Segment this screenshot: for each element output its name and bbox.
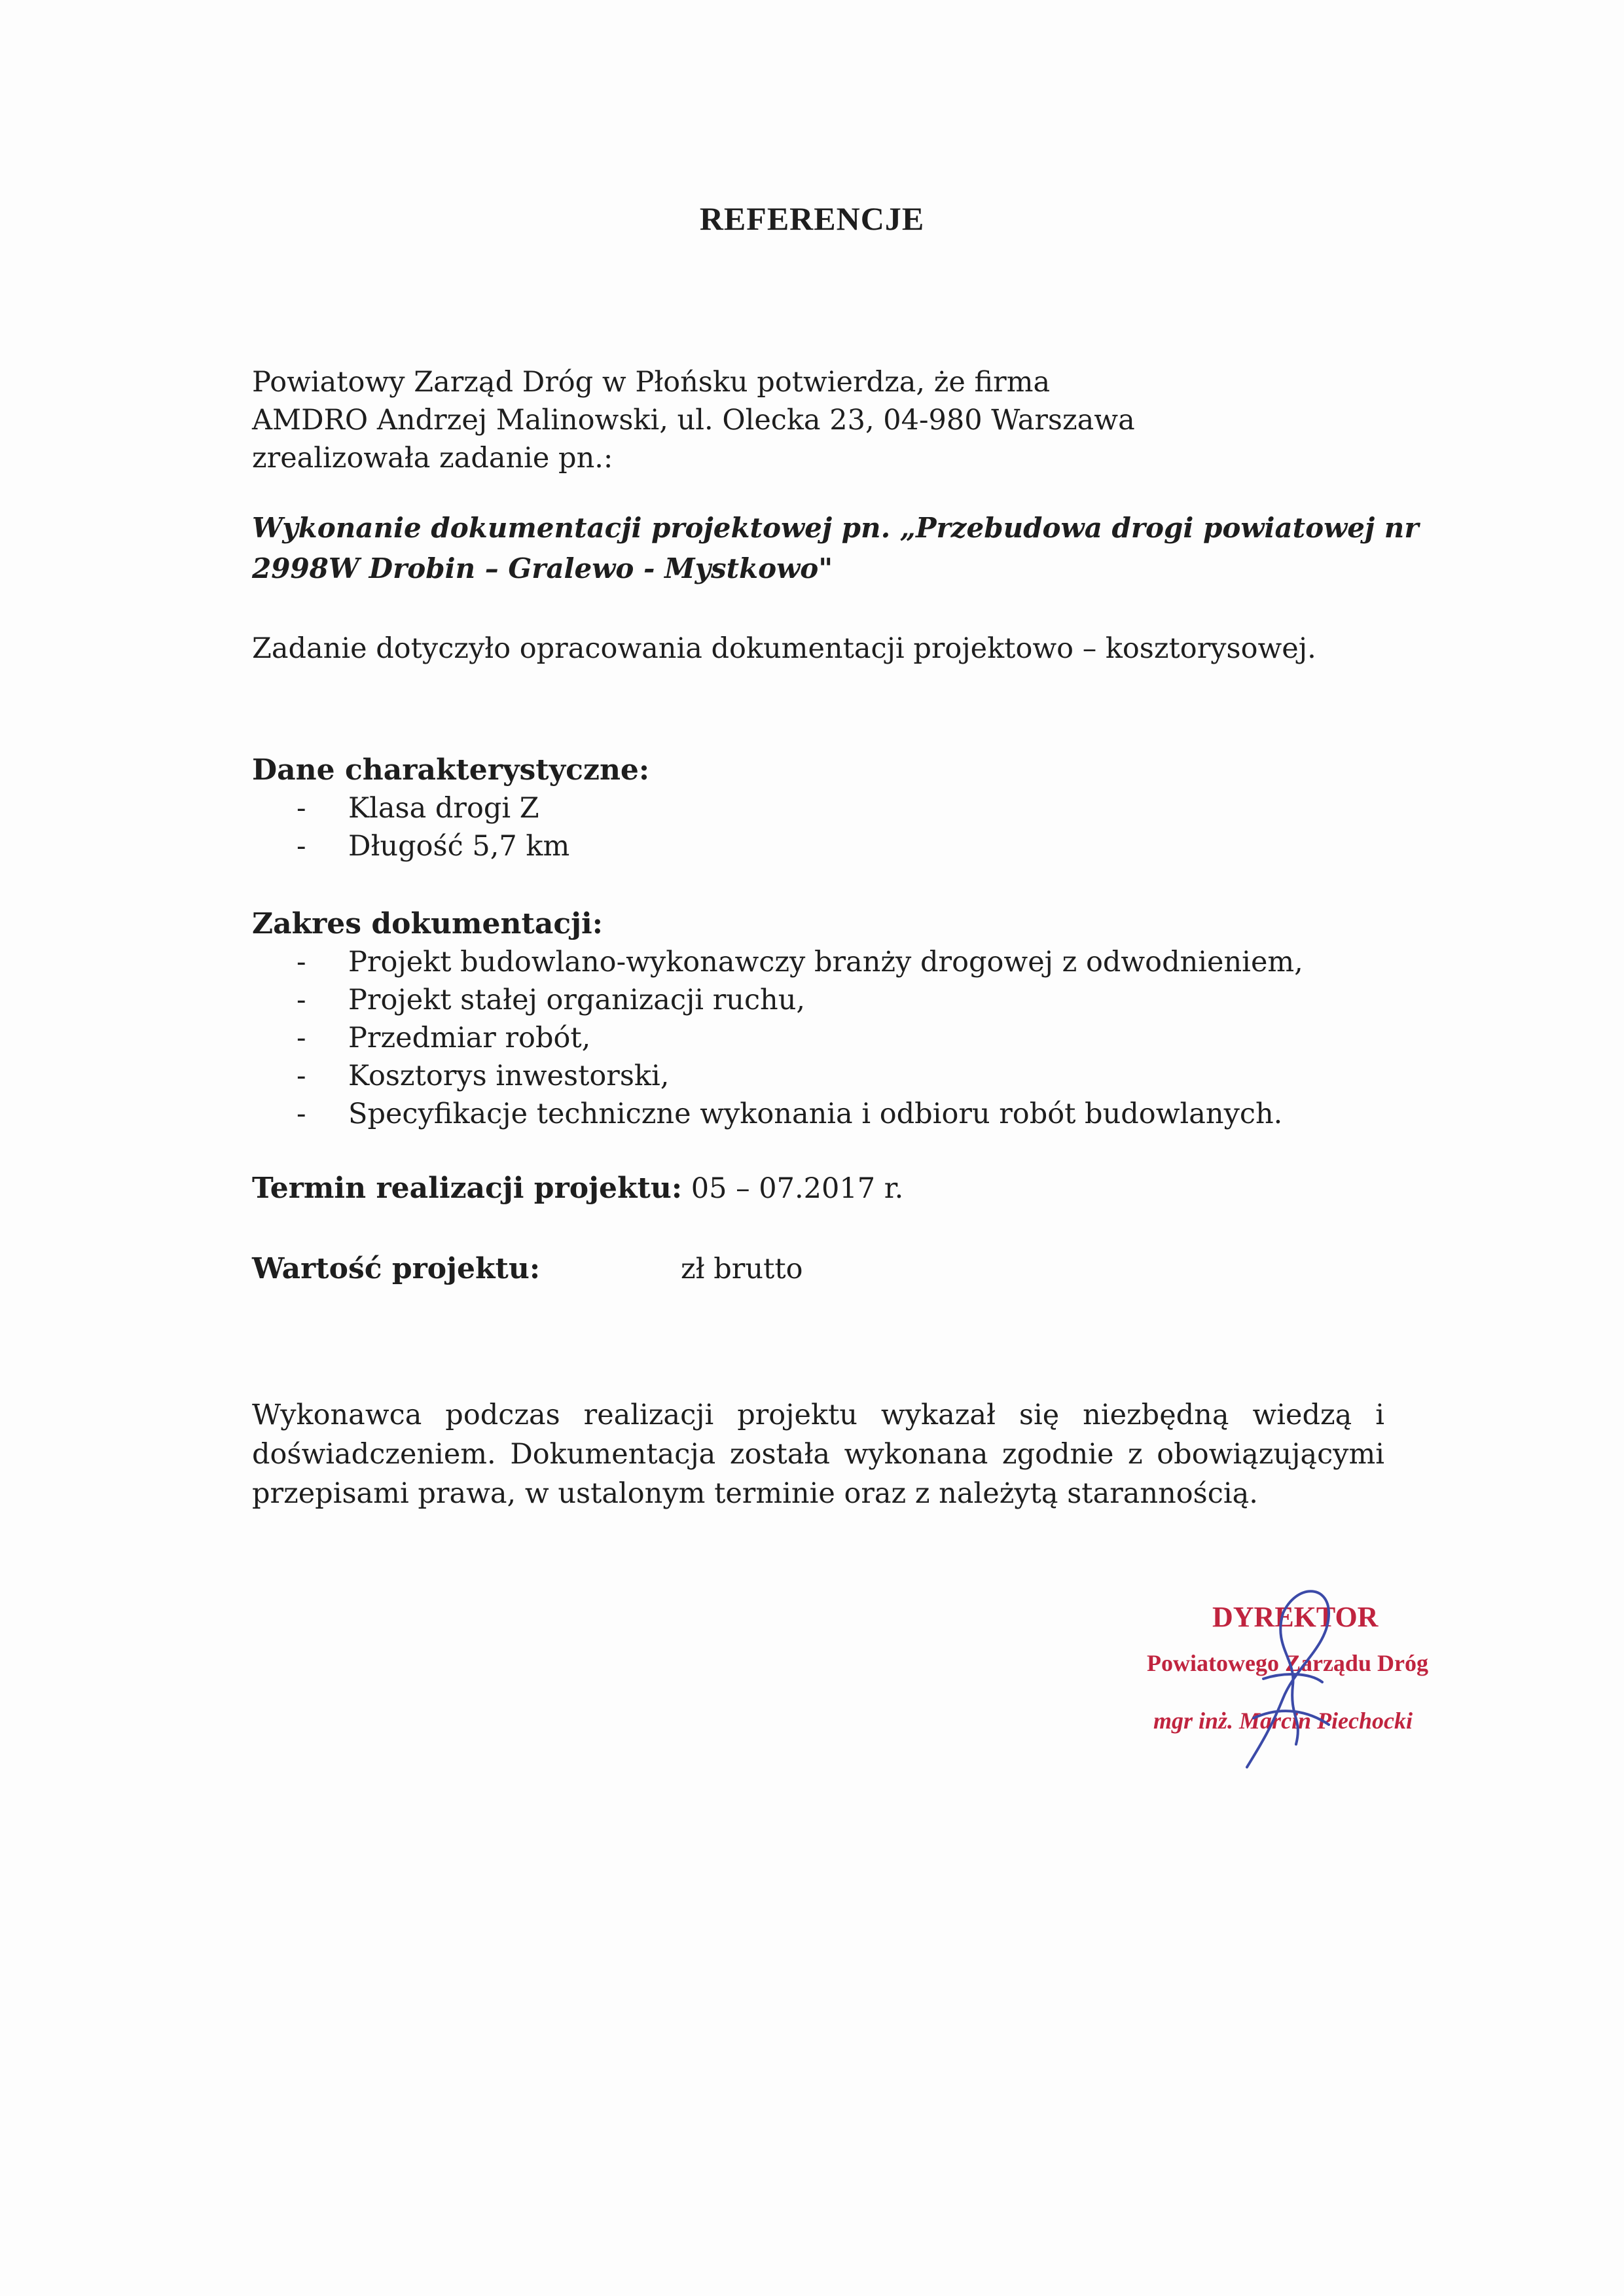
dash-bullet: - (297, 1098, 306, 1130)
intro-line: AMDRO Andrzej Malinowski, ul. Olecka 23, 04-980 Warszawa (252, 404, 1135, 437)
stamp-organization: Powiatowego Zarządu Dróg (1147, 1650, 1428, 1676)
signature-stamp (1132, 1587, 1473, 1784)
dash-bullet: - (297, 1022, 306, 1054)
list-item (252, 789, 1378, 827)
closing-line: Wykonawca podczas realizacji projektu wykazał się niezbędną wiedzą i (252, 1399, 1384, 1431)
characteristics-list (252, 789, 1378, 865)
list-item-text: Kosztorys inwestorski, (348, 1060, 670, 1092)
dash-bullet: - (297, 792, 306, 825)
list-item-text: Klasa drogi Z (348, 792, 539, 825)
value-label: Wartość projektu: (252, 1252, 541, 1285)
intro-paragraph (252, 363, 1378, 477)
handwritten-signature-icon (1132, 1587, 1473, 1784)
scope-list (252, 943, 1378, 1133)
stamp-title: DYREKTOR (1212, 1601, 1379, 1633)
term-value: 05 – 07.2017 r. (691, 1172, 904, 1205)
list-item (252, 1095, 1378, 1133)
task-description-text: Zadanie dotyczyło opracowania dokumentacji projektowo – kosztorysowej. (252, 632, 1316, 665)
closing-line: doświadczeniem. Dokumentacja została wykonana zgodnie z obowiązującymi (252, 1438, 1384, 1471)
intro-line: zrealizowała zadanie pn.: (252, 442, 613, 475)
task-line: Wykonanie dokumentacji projektowej pn. „Przebudowa drogi powiatowej nr (252, 512, 1419, 544)
characteristics-section (252, 751, 1378, 865)
closing-paragraph (252, 1395, 1384, 1513)
dash-bullet: - (297, 1060, 306, 1092)
scope-heading: Zakres dokumentacji: (252, 907, 604, 941)
list-item (252, 981, 1378, 1019)
list-item (252, 1019, 1378, 1057)
list-item (252, 1057, 1378, 1095)
task-name (252, 508, 1418, 589)
closing-line: przepisami prawa, w ustalonym terminie oraz z należytą starannością. (252, 1477, 1258, 1510)
term-label: Termin realizacji projektu: (252, 1172, 683, 1205)
list-item-text: Projekt stałej organizacji ruchu, (348, 984, 806, 1016)
intro-line: Powiatowy Zarząd Dróg w Płońsku potwierdza, że firma (252, 366, 1051, 399)
stamp-name: mgr inż. Marcin Piechocki (1153, 1708, 1413, 1734)
dash-bullet: - (297, 946, 306, 978)
task-description (252, 630, 1378, 668)
value-amount: zł brutto (681, 1253, 803, 1285)
list-item-text: Specyfikacje techniczne wykonania i odbioru robót budowlanych. (348, 1098, 1283, 1130)
term-row (252, 1170, 1378, 1208)
document-title: REFERENCJE (699, 200, 925, 237)
dash-bullet: - (297, 830, 306, 863)
dash-bullet: - (297, 984, 306, 1016)
list-item-text: Przedmiar robót, (348, 1022, 591, 1054)
task-line: 2998W Drobin – Gralewo - Mystkowo" (252, 552, 833, 584)
value-row (252, 1250, 1378, 1288)
characteristics-heading: Dane charakterystyczne: (252, 753, 650, 787)
list-item-text: Długość 5,7 km (348, 830, 570, 863)
list-item-text: Projekt budowlano-wykonawczy branży drogowej z odwodnieniem, (348, 946, 1303, 978)
list-item (252, 827, 1378, 865)
scope-section (252, 905, 1378, 1133)
list-item (252, 943, 1378, 981)
